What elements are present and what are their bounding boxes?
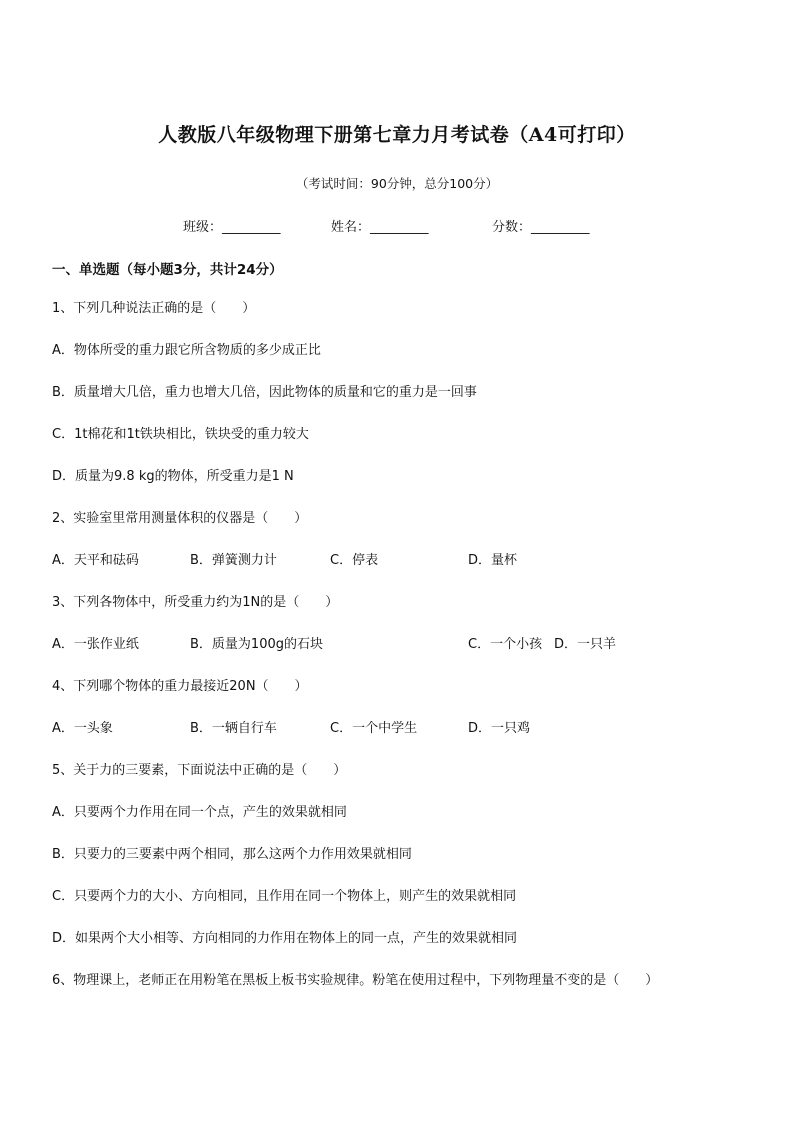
question-stem: 2、实验室里常用测量体积的仪器是（ ） (52, 511, 308, 526)
question-stem: 6、物理课上，老师正在用粉笔在黑板上板书实验规律。粉笔在使用过程中，下列物理量不变的是（ ） (52, 973, 659, 988)
score-field: 分数：_________ (492, 220, 590, 235)
question-option: C．只要两个力的大小、方向相同，且作用在同一个物体上，则产生的效果就相同 (52, 889, 517, 904)
question-option: B．质量增大几倍，重力也增大几倍，因此物体的质量和它的重力是一回事 (52, 385, 477, 400)
question-option: B．弹簧测力计 (190, 553, 277, 568)
question-option: C．停表 (330, 553, 379, 568)
question-option: D．质量为9.8 kg的物体，所受重力是1 N (52, 469, 294, 484)
question-option: A．只要两个力作用在同一个点，产生的效果就相同 (52, 805, 347, 820)
student-info-row (0, 216, 794, 236)
question-stem: 5、关于力的三要素，下面说法中正确的是（ ） (52, 763, 347, 778)
name-field: 姓名：_________ (331, 220, 429, 235)
question-option: D．量杯 (468, 553, 518, 568)
question-option: A．天平和砝码 (52, 553, 139, 568)
class-field: 班级：_________ (183, 220, 281, 235)
question-stem: 4、下列哪个物体的重力最接近20N（ ） (52, 679, 308, 694)
page-title: 人教版八年级物理下册第七章力月考试卷（A4可打印） (158, 124, 636, 146)
question-stem: 3、下列各物体中，所受重力约为1N的是（ ） (52, 595, 339, 610)
question-option: B．只要力的三要素中两个相同，那么这两个力作用效果就相同 (52, 847, 412, 862)
question-option: D．一只羊 (554, 637, 617, 652)
question-option: C．一个中学生 (330, 721, 418, 736)
question-stem: 1、下列几种说法正确的是（ ） (52, 301, 256, 316)
question-option: B．一辆自行车 (190, 721, 277, 736)
question-option: C．1t棉花和1t铁块相比，铁块受的重力较大 (52, 427, 309, 442)
question-option: B．质量为100g的石块 (190, 637, 323, 652)
question-option: A．物体所受的重力跟它所含物质的多少成正比 (52, 343, 321, 358)
question-option: A．一头象 (52, 721, 113, 736)
exam-info: （考试时间：90分钟，总分100分） (295, 176, 499, 191)
question-option: C．一个小孩 (468, 637, 543, 652)
question-option: D．一只鸡 (468, 721, 531, 736)
question-option: A．一张作业纸 (52, 637, 139, 652)
question-option: D．如果两个大小相等、方向相同的力作用在物体上的同一点，产生的效果就相同 (52, 931, 518, 946)
section-heading: 一、单选题（每小题3分，共计24分） (52, 262, 283, 278)
